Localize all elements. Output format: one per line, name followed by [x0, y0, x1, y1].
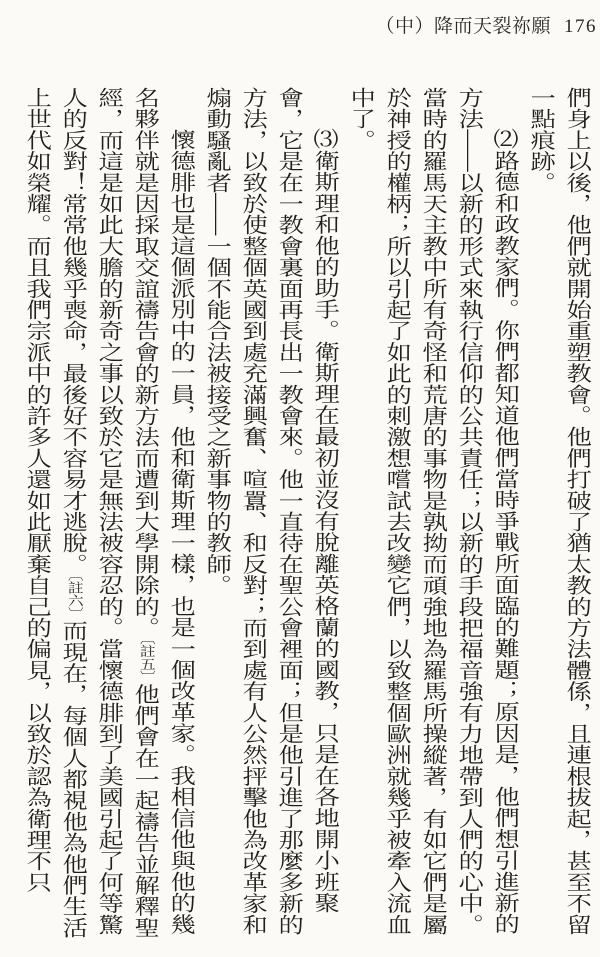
paragraph: [20, 87, 200, 942]
running-head: [375, 11, 597, 38]
inline-note-marker: 〔註五〕: [137, 638, 156, 684]
text-run: 而現在，每個人都視他為他們生活上世代如榮耀。而且我們宗派中的許多人還如此厭棄自己的偏見，以致於認為衛理不只: [23, 87, 89, 939]
section-number: ⑵: [493, 129, 519, 150]
paragraph: [344, 87, 524, 942]
body-text: [20, 87, 596, 942]
running-head-title: （中）降而天裂祢願: [375, 16, 551, 37]
text-run: 懷德腓也是這個派別中的一員，他和衛斯理一樣，也是一個改革家。我相信他與他的幾名夥伴就是因採取交誼禱告會的新方法而遭到大學開除的。: [131, 87, 197, 935]
section-number: ⑶: [313, 129, 339, 150]
text-run: 們身上以後，他們就開始重塑教會。他們打破了猶太教的方法體係，且連根拔起，甚至不留一點痕跡。: [527, 87, 593, 935]
text-run: 衛斯理和他的助手。衛斯理在最初並沒有脫離英格蘭的國教，只是在各地開小班聚會，它是在一教會裏面再長出一教會來。他一直待在聖公會裡面；但是他引進了那麼多新的方法，以致於使整個英國到處充滿興奮、喧囂、和反對；而到處有人公然抨擊他為改革家和煽動騷亂者——一個不能合法被接受之新事物的教師。: [203, 87, 341, 935]
page-number: 176: [564, 16, 597, 37]
text-run: 路德和政教家們。你們都知道他們當時爭戰所面臨的難題；原因是，他們想引進新的方法——以新的形式來執行信仰的公共責任；以新的手段把福音強有力地帶到人們的心中。當時的羅馬天主教中所有奇怪和荒唐的事物是孰拗而頑強地為羅馬所操縱著，有如它們是屬於神授的權柄；所以引起了如此的刺激想嚐試去改變它們，以致整個歐洲就幾乎被牽入流血中了。: [347, 87, 521, 935]
paragraph: [524, 87, 596, 942]
inline-note-marker: 〔註六〕: [65, 574, 84, 621]
paragraph: [200, 87, 344, 942]
text-run: 他們會在一起禱告並解釋聖經，而這是如此大膽的新奇之事以致於它是無法被容忍的。當懷德腓到了美國引起了何等驚人的反對！常常他幾乎喪命，最後好不容易才逃脫。: [59, 87, 161, 939]
